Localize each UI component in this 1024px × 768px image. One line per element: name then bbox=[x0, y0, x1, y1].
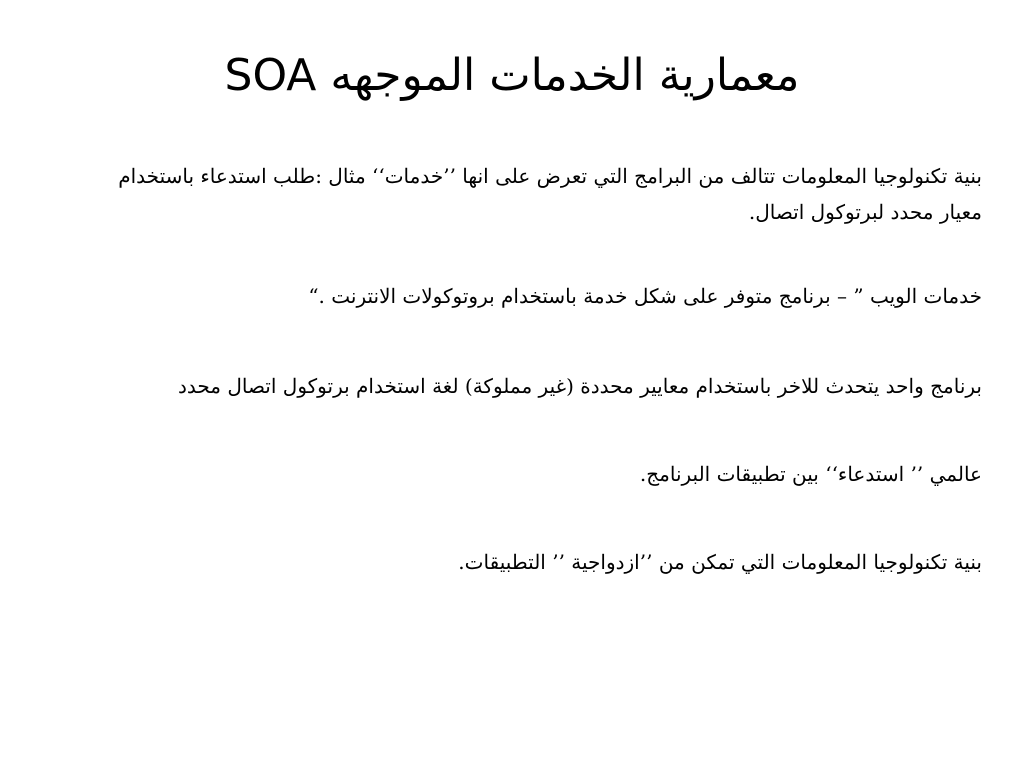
paragraph-application-duality: بنية تكنولوجيا المعلومات التي تمكن من ’’ازدواجية ’’ التطبيقات. bbox=[458, 550, 982, 574]
slide-body bbox=[110, 158, 982, 580]
paragraph-web-services: خدمات الويب ” – برنامج متوفر على شكل خدمة باستخدام بروتوكولات الانترنت .“ bbox=[308, 284, 982, 308]
paragraph-soa-definition: بنية تكنولوجيا المعلومات تتالف من البرامج التي تعرض على انها ’’خدمات‘‘ مثال :طلب استدعاء باستخدام معيار محدد لبرتوكول اتصال. bbox=[118, 164, 982, 224]
paragraph-global-invocation: عالمي ’’ استدعاء‘‘ بين تطبيقات البرنامج. bbox=[639, 462, 982, 486]
slide-title: معمارية الخدمات الموجهه SOA bbox=[224, 50, 800, 101]
paragraph-program-communication: برنامج واحد يتحدث للاخر باستخدام معايير محددة (غير مملوكة) لغة استخدام برتوكول اتصال محدد bbox=[177, 374, 982, 398]
